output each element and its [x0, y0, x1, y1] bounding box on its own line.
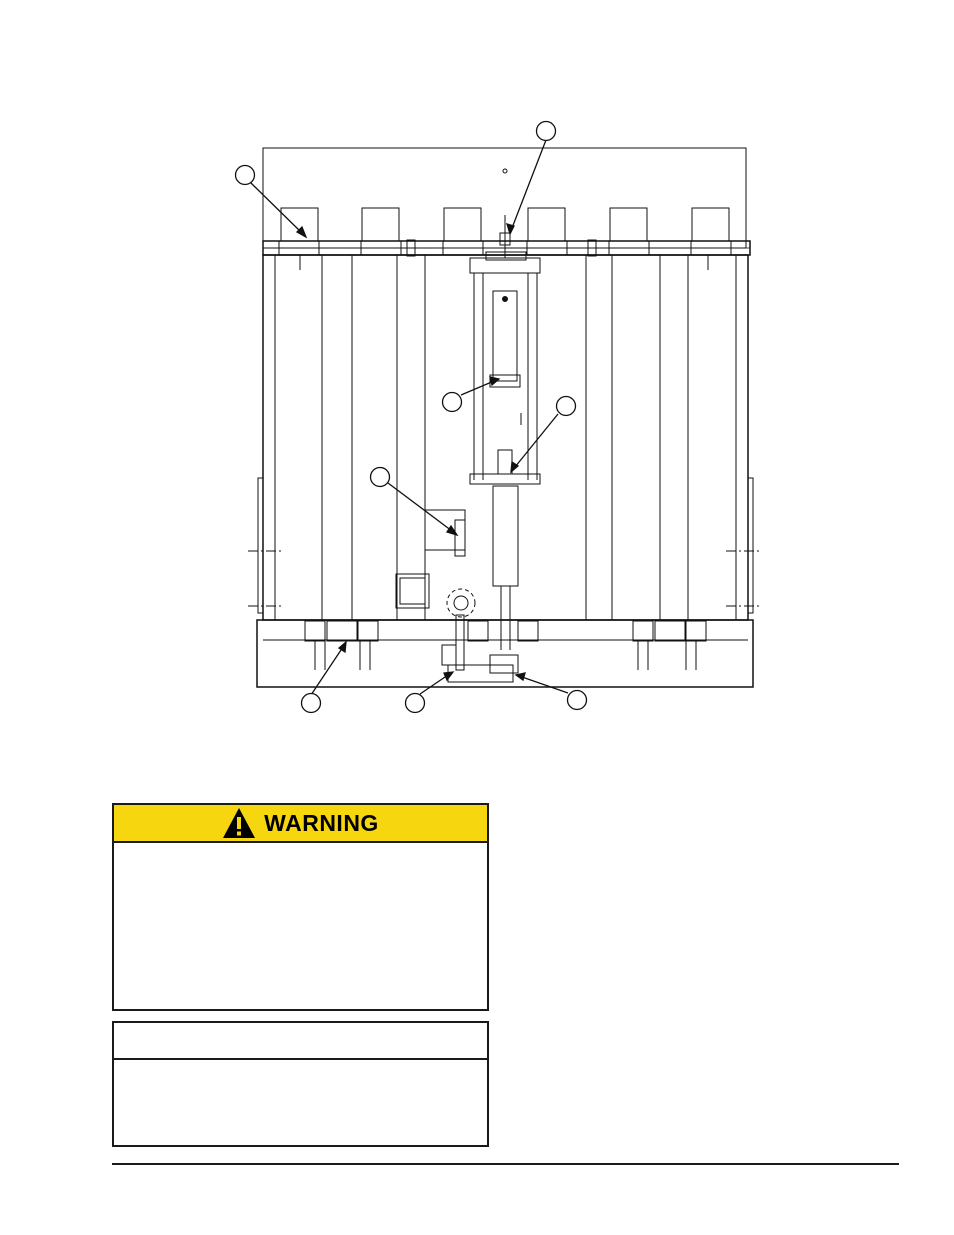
callout-leaders [251, 140, 568, 695]
warning-box [112, 803, 489, 1011]
leader-2 [512, 140, 546, 228]
deck-plate [248, 255, 762, 620]
leader-3 [461, 381, 494, 395]
warning-header [114, 805, 487, 843]
footer-rule [112, 1163, 899, 1165]
callout-bubble-3 [443, 393, 462, 412]
callout-bubble-8 [568, 691, 587, 710]
callout-bubble-6 [302, 694, 321, 713]
warning-triangle-icon [222, 807, 256, 839]
leader-6 [311, 647, 343, 695]
hydraulic-cylinder-assembly [470, 215, 540, 650]
control-valve [396, 510, 475, 670]
leader-5 [388, 483, 452, 531]
warning-title: WARNING [264, 809, 379, 836]
callout-bubble-5 [371, 468, 390, 487]
bottom-frame [257, 620, 753, 687]
leader-7 [420, 675, 448, 694]
warning-body [114, 843, 487, 1003]
leader-8 [522, 677, 568, 693]
callout-bubble-7 [406, 694, 425, 713]
callout-bubble-2 [537, 122, 556, 141]
notice-header [114, 1023, 487, 1060]
callout-bubble-1 [236, 166, 255, 185]
callout-bubble-4 [557, 397, 576, 416]
callout-bubbles [236, 122, 587, 713]
notice-box [112, 1021, 489, 1147]
notice-body [114, 1060, 487, 1080]
